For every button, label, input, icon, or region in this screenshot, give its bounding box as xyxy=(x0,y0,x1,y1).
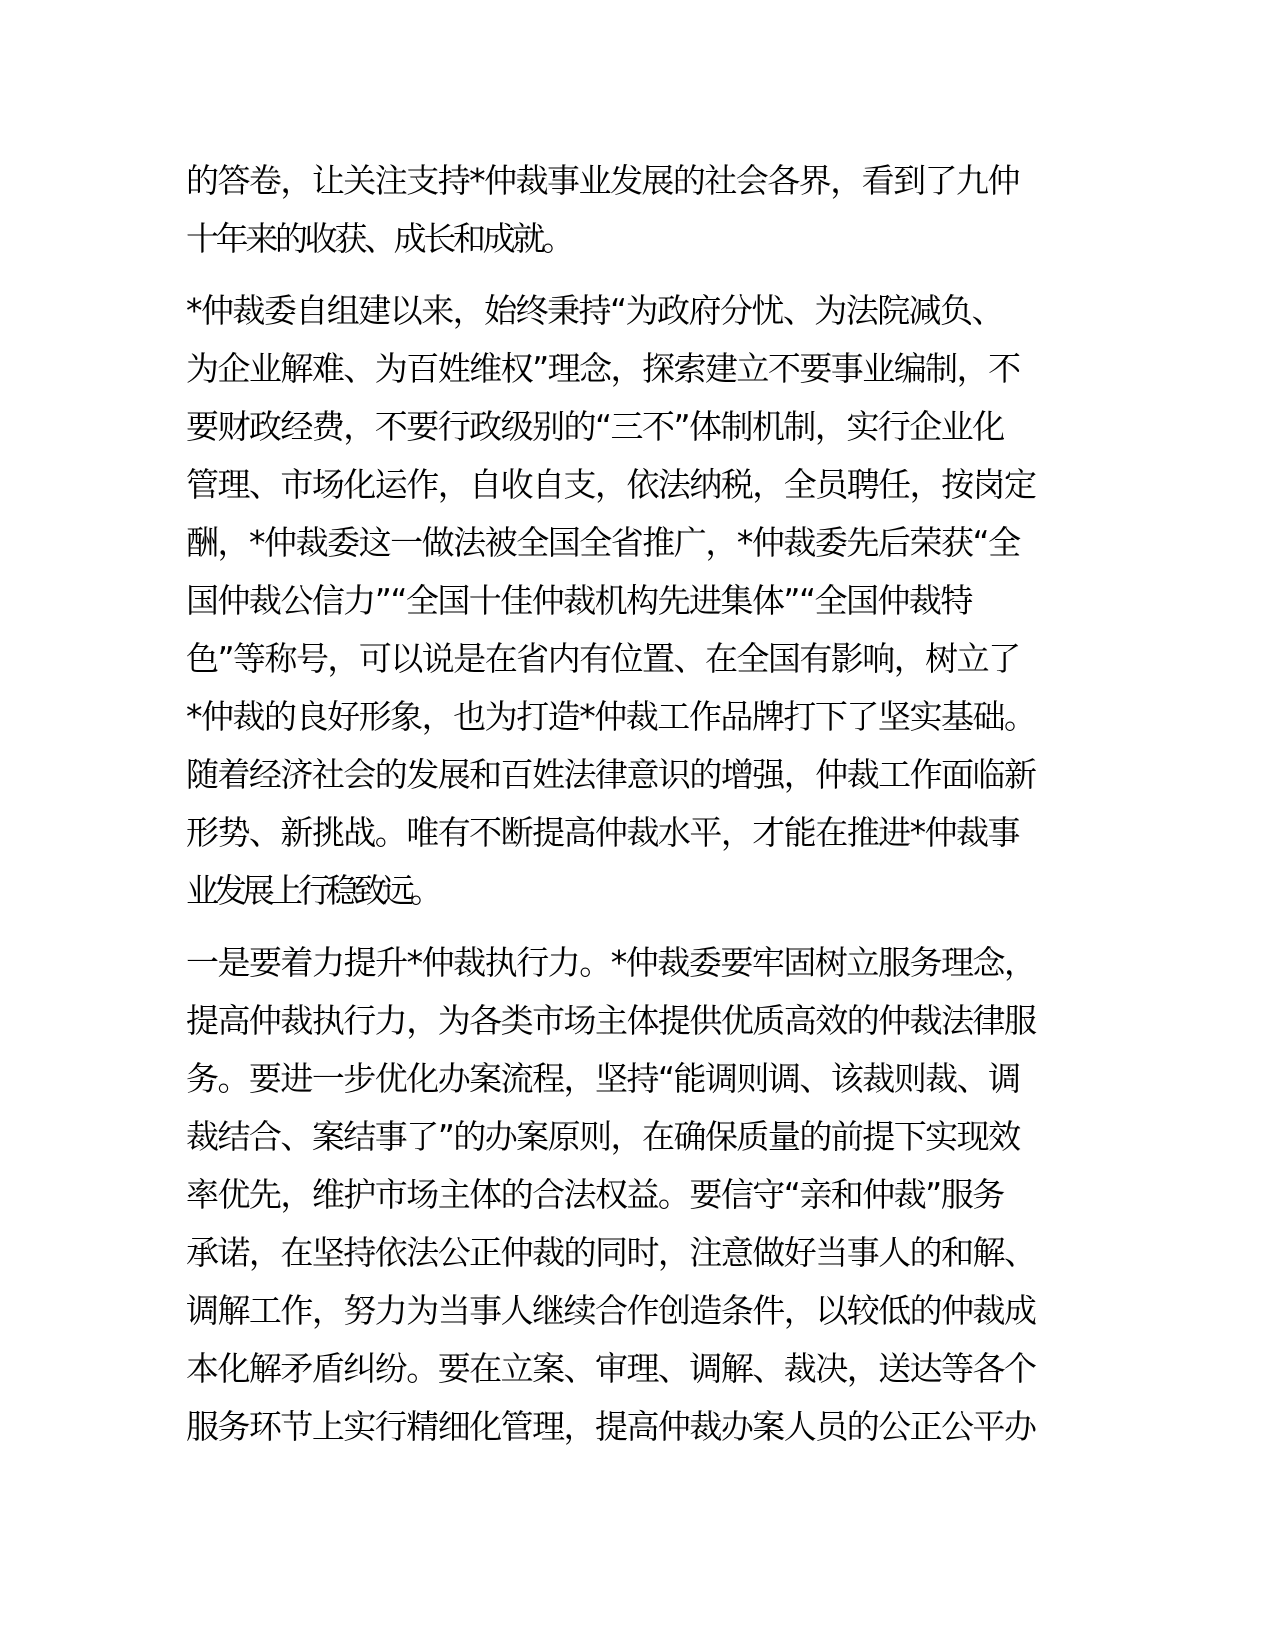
text-line: 提高仲裁执行力，为各类市场主体提供优质高效的仲裁法律服 xyxy=(186,1001,1036,1040)
text-line: 一是要着力提升*仲裁执行力。*仲裁委要牢固树立服务理念， xyxy=(186,943,1036,982)
text-line: 为企业解难、为百姓维权”理念，探索建立不要事业编制，不 xyxy=(186,349,1020,388)
text-line: 务。要进一步优化办案流程，坚持“能调则调、该裁则裁、调 xyxy=(186,1059,1020,1098)
text-line: 的答卷，让关注支持*仲裁事业发展的社会各界，看到了九仲 xyxy=(186,161,1019,200)
text-line: 要财政经费，不要行政级别的“三不”体制机制，实行企业化 xyxy=(186,407,1004,446)
text-line: 形势、新挑战。唯有不断提高仲裁水平，才能在推进*仲裁事 xyxy=(186,813,1019,852)
text-line: 本化解矛盾纠纷。要在立案、审理、调解、裁决，送达等各个 xyxy=(186,1349,1036,1388)
text-line: *仲裁委自组建以来，始终秉持“为政府分忧、为法院减负、 xyxy=(186,291,1004,330)
text-line: 国仲裁公信力”“全国十佳仲裁机构先进集体”“全国仲裁特 xyxy=(186,581,972,620)
text-line: 服务环节上实行精细化管理，提高仲裁办案人员的公正公平办 xyxy=(186,1407,1036,1446)
text-line: 裁结合、案结事了”的办案原则，在确保质量的前提下实现效 xyxy=(186,1117,1020,1156)
text-line: 色”等称号，可以说是在省内有位置、在全国有影响，树立了 xyxy=(186,639,1020,678)
paragraph xyxy=(186,934,1086,1456)
paragraph xyxy=(186,282,1086,920)
text-line: 十年来的收获、成长和成就。 xyxy=(186,219,572,258)
body-text xyxy=(186,152,1086,1470)
text-line: 承诺，在坚持依法公正仲裁的同时，注意做好当事人的和解、 xyxy=(186,1233,1036,1272)
text-line: *仲裁的良好形象，也为打造*仲裁工作品牌打下了坚实基础。 xyxy=(186,697,1036,736)
paragraph xyxy=(186,152,1086,268)
text-line: 管理、市场化运作，自收自支，依法纳税，全员聘任，按岗定 xyxy=(186,465,1036,504)
text-line: 随着经济社会的发展和百姓法律意识的增强，仲裁工作面临新 xyxy=(186,755,1036,794)
text-line: 调解工作，努力为当事人继续合作创造条件，以较低的仲裁成 xyxy=(186,1291,1036,1330)
text-line: 酬，*仲裁委这一做法被全国全省推广，*仲裁委先后荣获“全 xyxy=(186,523,1020,562)
text-line: 率优先，维护市场主体的合法权益。要信守“亲和仲裁”服务 xyxy=(186,1175,1004,1214)
text-line: 业发展上行稳致远。 xyxy=(186,871,438,910)
